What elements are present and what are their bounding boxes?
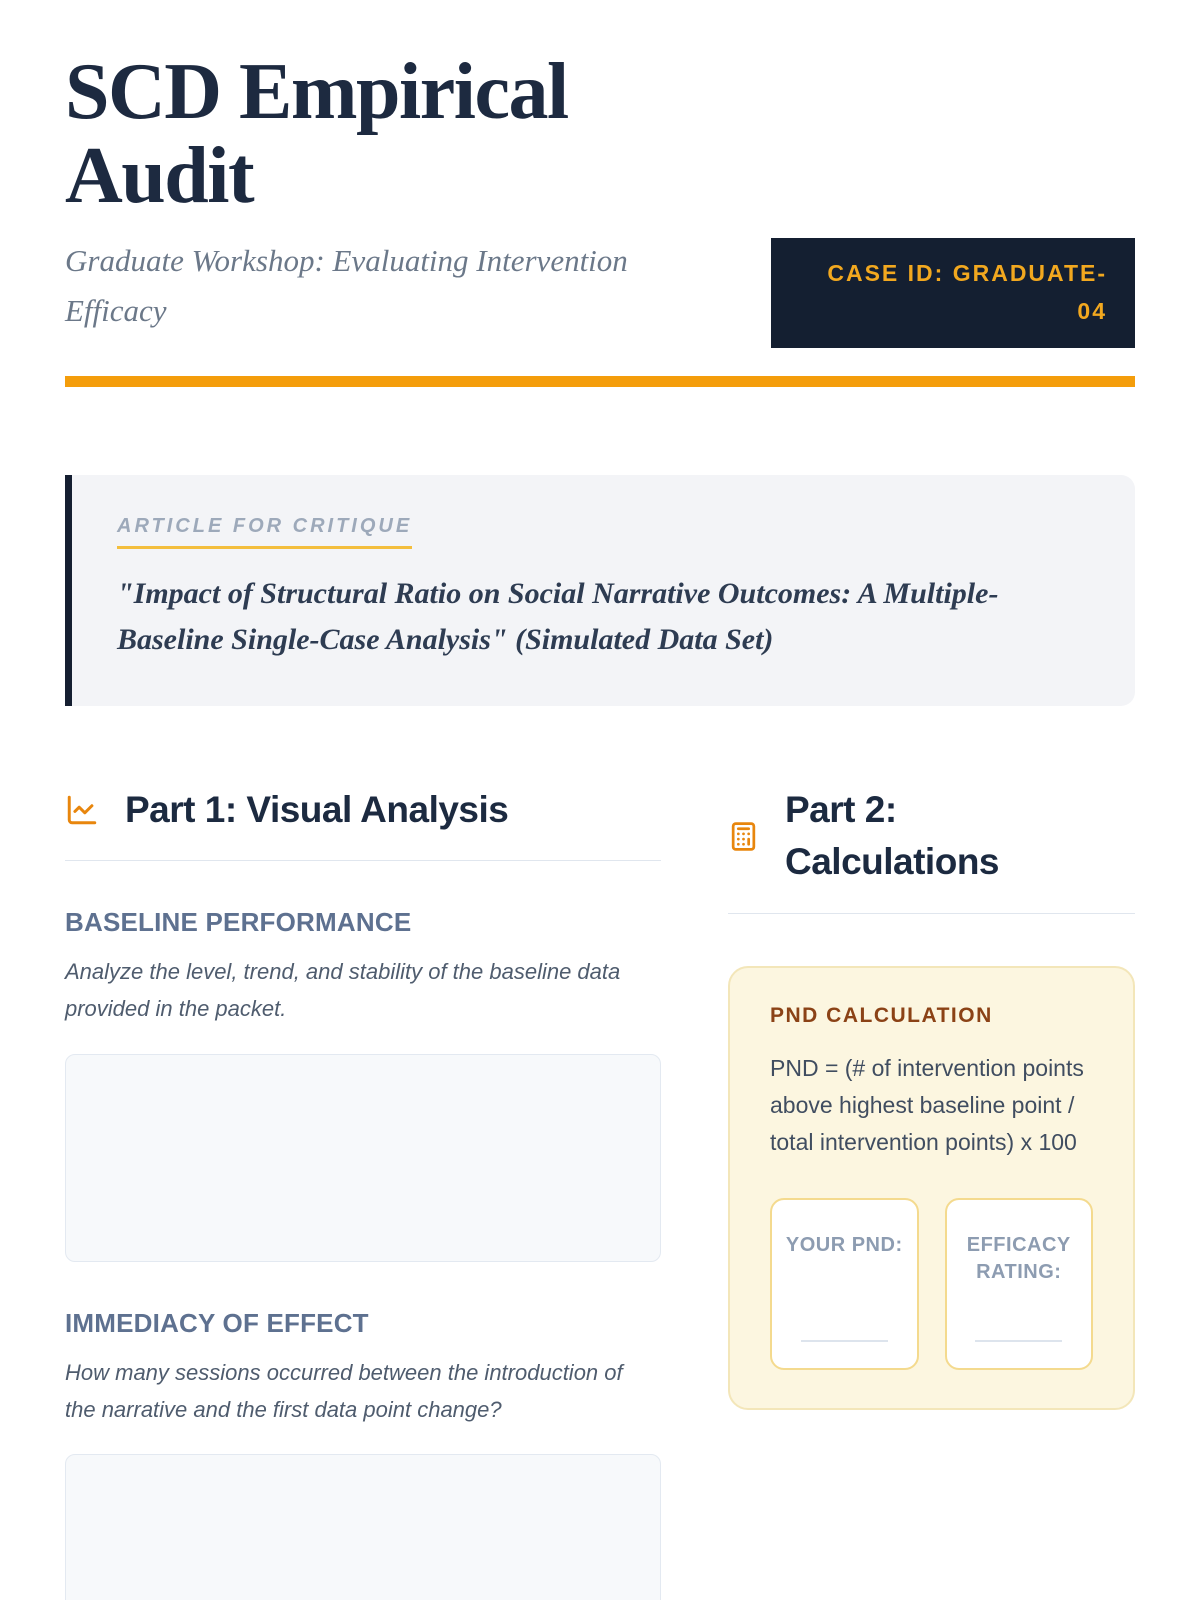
section-prompt-baseline: Analyze the level, trend, and stability of the baseline data provided in the packet.	[65, 959, 621, 1022]
case-id-badge: CASE ID: GRADUATE-04	[771, 238, 1135, 348]
part1-header	[65, 784, 661, 862]
your-pnd-label: YOUR PND:	[785, 1233, 903, 1256]
pnd-fields-row	[770, 1198, 1093, 1370]
section-prompt-immediacy: How many sessions occurred between the introduction of the narrative and the first data point change?	[65, 1359, 623, 1422]
pnd-formula: PND = (# of intervention points above highest baseline point / total intervention points) x 100	[770, 1054, 1084, 1156]
part2-header	[728, 784, 1135, 914]
worksheet-columns	[65, 784, 1135, 1600]
efficacy-rating-label: EFFICACY RATING:	[966, 1233, 1071, 1283]
part1-section	[65, 784, 661, 1600]
section-label-baseline: BASELINE PERFORMANCE	[65, 907, 412, 938]
part2-section	[728, 784, 1135, 1600]
section-label-immediacy: IMMEDIACY OF EFFECT	[65, 1307, 369, 1338]
part2-heading: Part 2: Calculations	[785, 788, 999, 883]
article-label: ARTICLE FOR CRITIQUE	[117, 515, 412, 549]
your-pnd-answer-line[interactable]	[801, 1340, 888, 1342]
part1-heading: Part 1: Visual Analysis	[125, 788, 509, 830]
page-title: SCD Empirical Audit	[65, 48, 568, 220]
immediacy-answer-box[interactable]	[65, 1454, 661, 1600]
article-for-critique-block	[65, 475, 1135, 706]
your-pnd-field[interactable]	[770, 1198, 919, 1370]
baseline-answer-box[interactable]	[65, 1054, 661, 1262]
accent-divider	[65, 376, 1135, 387]
article-quote-title: "Impact of Structural Ratio on Social Narrative Outcomes: A Multiple-Baseline Single-Case Analysis" (Simulated Data Set)	[117, 576, 999, 657]
page-subtitle: Graduate Workshop: Evaluating Intervention Efficacy	[65, 243, 628, 328]
pnd-panel-label: PND CALCULATION	[770, 1003, 993, 1027]
chart-line-icon	[65, 793, 99, 827]
efficacy-rating-answer-line[interactable]	[975, 1340, 1062, 1342]
masthead	[65, 0, 1135, 387]
calculator-icon	[728, 821, 759, 852]
pnd-calculation-panel	[728, 966, 1135, 1410]
efficacy-rating-field[interactable]	[945, 1198, 1094, 1370]
subtitle-row	[65, 236, 1135, 348]
